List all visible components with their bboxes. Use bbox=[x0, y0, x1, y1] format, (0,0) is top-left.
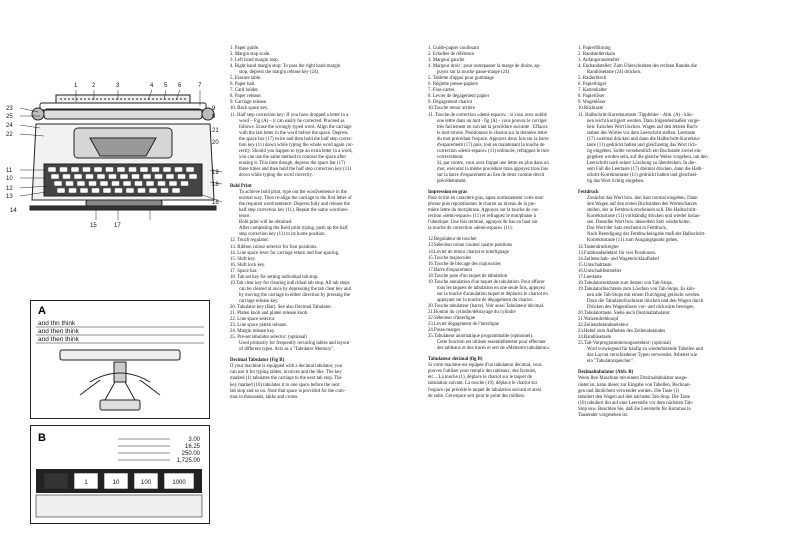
keyboard-key bbox=[115, 188, 123, 193]
text-line: 1. Paper guide. bbox=[230, 46, 260, 51]
callout-12: 12 bbox=[6, 186, 13, 192]
french-bold-text bbox=[428, 196, 588, 232]
keyboard-key bbox=[92, 188, 100, 193]
callout-8: 8 bbox=[212, 114, 216, 120]
text-line: 20. Tabulator key (Bar). See also Decimal Tabulator. bbox=[230, 304, 332, 310]
text-line: step correction key (11) to its home position. bbox=[239, 232, 326, 238]
text-line: 15.Umschalttaste bbox=[578, 262, 612, 268]
text-line: 10.Rücktaste bbox=[578, 106, 604, 112]
text-line: schritt-Korrekturtaste (11) gedrückt halten und gleichzei- bbox=[587, 172, 698, 178]
figure-b-value-1: 3.00 bbox=[188, 437, 200, 443]
text-line: sem Fall die Leertaste (17) dreimal drücken, dann die Halb- bbox=[587, 166, 703, 172]
text-line: can use it for typing tables, invoices and the like. The key bbox=[230, 370, 342, 376]
text-line: 22. Line space selector. bbox=[230, 317, 276, 323]
text-line: 25. Pre-set tabulator selector: (optional) bbox=[230, 335, 308, 341]
text-line: 11. Touche de correction «demi-espace» : si vous avez oublié bbox=[428, 112, 547, 118]
callout-24: 24 bbox=[6, 123, 13, 129]
keyboard-key bbox=[97, 174, 105, 179]
text-line: hen: Falsches Wort löschen. Wagen auf den letzten Buch- bbox=[587, 124, 699, 130]
callout-17: 17 bbox=[114, 223, 121, 229]
tab-key-1: 1 bbox=[84, 480, 88, 486]
callout-19: 19 bbox=[212, 170, 219, 176]
text-line: mot, exécutez la même procédure mais appuyez trois fois bbox=[437, 166, 549, 172]
keyboard-key bbox=[132, 174, 140, 179]
english-items-b bbox=[230, 238, 400, 353]
figure-b-value-4: 1,725.00 bbox=[176, 458, 200, 464]
text-line: Wenn Ihre Maschine mit einem Dezimaltabulator ausge- bbox=[578, 376, 688, 382]
text-line: 4. Margeur droit : pour outrepasser la marge de droite, ap- bbox=[428, 64, 541, 70]
text-line: sur la touche d'annulation taquet et déplacez le chariot en bbox=[437, 291, 548, 297]
text-line: 2. Randstellerskala bbox=[578, 52, 615, 58]
text-line: 21.Bouton du cylindre/débrayage du cylindre bbox=[428, 309, 516, 315]
keyboard-key bbox=[169, 181, 177, 186]
text-line: 20.Touche tabulateur (barre). Voir aussi Tabulateur décimal. bbox=[428, 303, 545, 309]
text-line: 1. Papierführung bbox=[578, 46, 611, 51]
text-line: Korrekturtaste (11) vollständig drücken und wieder loslas- bbox=[587, 214, 701, 220]
text-line: Nach Beendigung der Fettdruckeingabe muß der Halbschritt- bbox=[587, 232, 706, 238]
text-line: 19.Touche annulation d'un taquet de tabulation. Pour effacer bbox=[428, 279, 545, 285]
text-line: 18.Touche pose d'un taquet de tabulation bbox=[428, 273, 508, 279]
text-line: 5. Radierblech bbox=[578, 76, 607, 82]
text-line: 4. Endrandsteller: Zum Überschreiten des rechten Randes die bbox=[578, 64, 697, 70]
text-line: 13.Sélecteur ruban couleur quatre positions bbox=[428, 243, 513, 249]
text-line: 22.Zeilenabstandsselektor bbox=[578, 323, 629, 329]
text-line: erasing it. This time though, depress the space bar (17) bbox=[239, 160, 346, 166]
text-line: Pour écrire en caractère gras, tapez normalement votre mot/ bbox=[428, 196, 544, 202]
text-line: nen leicht korrigiert werden. Dazu folgendermaßen vorge- bbox=[587, 118, 701, 124]
text-line: das Layout verschiedener Typen verwendet. Arbeitet wie bbox=[587, 353, 698, 359]
text-line: marked (1) tabulates the carriage to the next tab stop. The bbox=[230, 376, 342, 382]
text-line: word – Fig (A) – it can easily be corrected. Proceed as bbox=[239, 118, 345, 124]
text-line: 19.Tabulatorlöschtaste zum Löschen von Tab-Stops. Es kön- bbox=[578, 286, 696, 292]
text-line: l'identique. Une fois terminé, appuyez de bas en haut sur bbox=[428, 220, 538, 226]
text-line: 2. Echelles de référence bbox=[428, 52, 475, 58]
text-line: tence. bbox=[239, 214, 251, 220]
text-line: 9. Dégagement chariot bbox=[428, 100, 472, 106]
text-line: 14.Levier de retour chariot et interlignage bbox=[428, 249, 509, 255]
text-line: 8. Papierlöser bbox=[578, 94, 605, 100]
text-line: 4. Right hand margin stop: To pass the right hand margin bbox=[230, 64, 341, 70]
text-line: 25.Tabulateur automatique programmable (optionnel). bbox=[428, 334, 534, 340]
text-line: 7. Kartenhalter bbox=[578, 88, 608, 94]
keyboard-key bbox=[178, 174, 186, 179]
text-line: stop, depress the margin release key (24). bbox=[239, 70, 320, 76]
text-line: pouvez l'utiliser pour remplir des tableaux, des factures, bbox=[428, 369, 537, 375]
text-line: tabulation suivant. La touche (10), déplace le chariot sur bbox=[428, 381, 538, 387]
text-line: three times and then hold the half step correction key (11) bbox=[239, 166, 351, 172]
text-line: gegeben worden sein, auf die gleiche Weise vorgehen, um den bbox=[587, 154, 708, 160]
keyboard-key bbox=[161, 188, 169, 193]
text-line: follows: Erase the wrongly typed word. Align the carriage bbox=[239, 124, 352, 130]
text-line: carriage release key. bbox=[239, 298, 279, 304]
keyboard-key bbox=[135, 181, 143, 186]
text-line: phrase puis repositionnez le chariot au niveau de la pre- bbox=[428, 202, 537, 208]
text-line: 6. Réglette presse-papiers bbox=[428, 82, 478, 88]
text-line: 21.Walzendrehknopf bbox=[578, 317, 619, 323]
keyboard-key bbox=[80, 188, 88, 193]
keyboard-key bbox=[86, 174, 94, 179]
figure-a-line-1: and thn think bbox=[38, 320, 76, 327]
text-line: 24. Margin release key. bbox=[230, 329, 276, 335]
keyboard-key bbox=[94, 167, 102, 172]
text-line: Dazu die Tabulatorlöschtaste drücken und den Wagen durch bbox=[587, 298, 704, 304]
text-line: Si, par contre, vous avez frappé une lettre en plus dans un bbox=[437, 160, 549, 166]
text-line: correction «demi-espace» (11) enfoncée, refrappez le mot bbox=[437, 148, 549, 154]
text-line: rection «demi-espace» (11) et refrappez le mot/phrase à bbox=[428, 214, 536, 220]
text-line: can be cleared at once by depressing the tab clear key and bbox=[239, 286, 352, 292]
typewriter-illustration bbox=[0, 72, 225, 272]
text-line: 6. Paper bail. bbox=[230, 82, 256, 88]
french-decimal-title: Tabulateur décimal (fig B) bbox=[428, 357, 483, 363]
keyboard-key bbox=[129, 167, 137, 172]
keyboard-key bbox=[126, 188, 134, 193]
keyboard-key bbox=[138, 188, 146, 193]
callout-9: 9 bbox=[212, 106, 216, 112]
text-line: 6. Papierbügel bbox=[578, 82, 606, 88]
text-line: 17.Leertaste bbox=[578, 274, 602, 280]
text-line: by moving the carriage in either direction by pressing the bbox=[239, 292, 350, 298]
callout-20: 20 bbox=[212, 140, 219, 146]
text-line: le mot erroné. Positionnez le chariot sur la dernière lettre bbox=[437, 130, 548, 136]
text-line: rüstet ist, kann dieser zur Eingabe von Tabellen, Rechnun- bbox=[578, 382, 692, 388]
text-line: de suite. Cet espace sert pour le point des milliers. bbox=[428, 393, 526, 399]
text-line: 8. Levier de dégagement papier bbox=[428, 94, 490, 100]
callout-11: 11 bbox=[6, 168, 13, 174]
tab-key-10: 10 bbox=[112, 480, 120, 486]
text-line: rectly. Should you happen to type an extra letter in a word, bbox=[239, 148, 353, 154]
text-line: 11. Half step correction key: If you have dropped a letter in a bbox=[230, 112, 349, 118]
text-line: 12.Tastendruckregler bbox=[578, 244, 619, 250]
text-line: with the last letter in the word before the space. Depress bbox=[239, 130, 348, 136]
text-line: Used primarily for frequently recurring tables and layout bbox=[239, 341, 350, 347]
keyboard-key bbox=[117, 167, 125, 172]
text-line: den Wagen auf den ersten Buchstaben des Wortes/Satzes bbox=[587, 202, 697, 208]
german-bold-text bbox=[578, 196, 750, 244]
text-line: 15.Touche majuscules bbox=[428, 255, 471, 261]
callout-14: 14 bbox=[10, 208, 17, 214]
text-line: 24.Randlösetaste bbox=[578, 335, 611, 341]
text-line: précédemment. bbox=[437, 179, 467, 185]
text-line: key marked (10) tabulates it to one space before the next bbox=[230, 382, 340, 388]
callout-1: 1 bbox=[74, 83, 78, 89]
keyboard-key bbox=[189, 174, 197, 179]
callout-3: 3 bbox=[116, 83, 120, 89]
text-line: tous les taquets de tabulation en une seule fois, appuyez bbox=[437, 285, 546, 291]
text-line: 16. Shift lock key. bbox=[230, 262, 266, 268]
english-decimal-title: Decimal Tabulator (Fig B) bbox=[230, 358, 285, 364]
english-bold-title: Bold Print bbox=[230, 184, 252, 190]
english-items-a bbox=[230, 46, 400, 179]
text-line: (10) tabuliert ihn auf eine Leerstelle vor dem nächsten Tab- bbox=[578, 400, 694, 406]
text-line: tabuliert den Wagen auf den nächsten Tab-Stop. Die Taste bbox=[578, 394, 691, 400]
text-line: des tableaux et des tracés et sert de «Mémoire tabulateur». bbox=[437, 346, 551, 352]
text-line: appuyant sur la touche de dégagement du chariot. bbox=[437, 297, 534, 303]
text-line: Zunächst das Wort bzw. den Satz normal eingeben. Dann bbox=[587, 196, 698, 202]
callout-10: 10 bbox=[6, 176, 13, 182]
keyboard-key bbox=[186, 167, 194, 172]
keyboard-key bbox=[175, 167, 183, 172]
text-line: 1. Guide-papier coulissant bbox=[428, 46, 479, 51]
keyboard-key bbox=[158, 181, 166, 186]
text-line: nen alle Tab-Stops mit einem Durchgang gelöscht werden. bbox=[587, 292, 701, 298]
text-line: Si votre machine est équipée d'un tabulateur décimal, vous bbox=[428, 363, 542, 369]
keyboard-key bbox=[120, 174, 128, 179]
keyboard-key bbox=[48, 167, 56, 172]
text-line: 14.Zeilenschalt- und Wagenrücklaufhebel bbox=[578, 256, 659, 262]
text-line: Wird vorwiegend für häufig zu wiederholende Tabellen und bbox=[587, 347, 703, 353]
keyboard-key bbox=[163, 167, 171, 172]
keyboard-key bbox=[89, 181, 97, 186]
text-line: sen. Dasselbe Wort bzw. denselben Satz wiederholen. bbox=[587, 220, 691, 226]
text-line: 5. Erasure table. bbox=[230, 76, 262, 82]
text-line: 3. Anfangsrandsteller bbox=[578, 58, 620, 64]
text-line: sur la barre d'espacement au lieu de deux comme décrit bbox=[437, 172, 545, 178]
text-line: 9. Carriage release. bbox=[230, 100, 268, 106]
text-line: down while typing the word correctly. bbox=[239, 172, 313, 178]
text-line: tab stop and so on. Note that space is provided for the com- bbox=[230, 388, 346, 394]
text-line: normal way. Then re-align the carriage to the first letter of bbox=[239, 196, 352, 202]
text-line: etc... La touche (1), déplace le chariot sur le taquet de bbox=[428, 375, 532, 381]
text-line: 14. Line space lever for carriage return and line spacing. bbox=[230, 250, 340, 256]
figure-b bbox=[30, 425, 210, 525]
keyboard-key bbox=[69, 188, 77, 193]
text-line: mière lettre du mot/phrase. Appuyez sur la touche de cor- bbox=[428, 208, 540, 214]
text-line: 2. Margin stop scale. bbox=[230, 52, 271, 58]
text-line: Cette fonction est utilisée essentiellement pour effectuer bbox=[437, 340, 546, 346]
text-line: gen und ähnlichem verwendet werden. Die Taste (1) bbox=[578, 388, 680, 394]
french-items-a bbox=[428, 46, 588, 185]
text-line: you can use the same method to conceal the space after bbox=[239, 154, 347, 160]
figure-a bbox=[30, 300, 210, 420]
text-line: 8. Paper release. bbox=[230, 94, 262, 100]
text-line: 25.Tab-Vorprogrammierungsselektor: (optional) bbox=[578, 341, 672, 347]
keyboard-key bbox=[140, 167, 148, 172]
figure-a-line-2: and then think bbox=[38, 328, 79, 335]
text-line: 3. Margeur gauche bbox=[428, 58, 465, 64]
text-line: 9. Wagenlöser bbox=[578, 100, 606, 106]
english-decimal-text bbox=[230, 364, 400, 400]
text-line: 13.Farbbandselektor für vier Positionen. bbox=[578, 250, 657, 256]
text-line: Stop usw. Beachten Sie, daß die Leerstelle für Kommas in bbox=[578, 406, 691, 412]
text-line: ein "Tabulatorspeicher". bbox=[587, 359, 634, 365]
callout-23: 23 bbox=[6, 106, 13, 112]
figure-b-value-3: 250.00 bbox=[181, 451, 200, 457]
text-line: correctement. bbox=[437, 154, 464, 160]
german-decimal-title: Dezimaltabulator (Abb. B) bbox=[578, 370, 634, 376]
text-line: 10. Back space key. bbox=[230, 106, 269, 112]
callout-22: 22 bbox=[6, 132, 13, 138]
text-line: 16.Touche de blocage des majuscules bbox=[428, 261, 501, 267]
text-line: 18. Tab set key for setting individual tab stop. bbox=[230, 274, 319, 280]
keyboard-key bbox=[149, 188, 157, 193]
keyboard-key bbox=[181, 181, 189, 186]
text-line: 3. Left hand margin stop. bbox=[230, 58, 279, 64]
callout-13: 13 bbox=[6, 194, 13, 200]
callout-2: 2 bbox=[92, 83, 96, 89]
text-line: Korrekturtaste (11) zum Ausgangspunkt gehen. bbox=[587, 238, 679, 244]
keyboard-key bbox=[123, 181, 131, 186]
german-items-b bbox=[578, 245, 750, 366]
text-line: of different types. Acts as a "Tabulator Memory". bbox=[239, 347, 335, 353]
keyboard-key bbox=[100, 181, 108, 186]
keyboard-key bbox=[103, 188, 111, 193]
text-line: 10.Touche retour arrière bbox=[428, 106, 475, 112]
callout-5: 5 bbox=[164, 83, 168, 89]
text-line: 16.Umschaltfeststeller bbox=[578, 268, 622, 274]
keyboard-key bbox=[57, 188, 65, 193]
keyboard-key bbox=[66, 181, 74, 186]
text-line: 21. Platen knob and platen release knob. bbox=[230, 311, 309, 317]
text-line: Leerschritt nach seiner Löschung zu überdecken. In die- bbox=[587, 160, 696, 166]
callout-25: 25 bbox=[6, 114, 13, 120]
figure-b-label: B bbox=[38, 432, 46, 444]
figure-a-line-3: and then think bbox=[38, 336, 79, 343]
keyboard-key bbox=[155, 174, 163, 179]
text-line: 22.Sélecteur d'interligne bbox=[428, 316, 476, 322]
text-line: half step correction key (11). Repeat the same word/sen- bbox=[239, 208, 349, 214]
text-line: staben des Wortes vor dem Leerschritt stellen. Leertaste bbox=[587, 130, 696, 136]
text-line: très facilement en suivant la procédure suivante : Effacez bbox=[437, 124, 548, 130]
text-line: l'espace qui précède le taquet de tabulation suivant et ainsi bbox=[428, 387, 542, 393]
keyboard-key bbox=[112, 181, 120, 186]
keyboard-key bbox=[146, 181, 154, 186]
callout-16: 16 bbox=[212, 200, 219, 206]
figure-a-label: A bbox=[38, 305, 46, 317]
text-line: la touche de correction «demi-espace» (11). bbox=[428, 226, 513, 232]
french-column bbox=[428, 46, 588, 400]
keyboard-key bbox=[109, 174, 117, 179]
text-line: After completing the Bold print typing, push up the half bbox=[239, 226, 348, 232]
callout-4: 4 bbox=[150, 83, 154, 89]
german-decimal-text bbox=[578, 376, 750, 418]
text-line: tig das Wort richtig eingeben. bbox=[587, 179, 645, 185]
text-line: 7. Fixe-cartes bbox=[428, 88, 455, 94]
text-line: stellen, der in Fettdruck erscheinen soll. Die Halbschritt- bbox=[587, 208, 697, 214]
english-column bbox=[230, 46, 400, 401]
text-line: Randlösetaste (24) drücken. bbox=[587, 70, 642, 76]
german-bold-title: Fettdruck bbox=[578, 190, 599, 196]
text-line: 13. Ribbon colour selector for four positions. bbox=[230, 244, 318, 250]
text-line: Bold print will be obtained. bbox=[239, 220, 293, 226]
keyboard-key bbox=[71, 167, 79, 172]
text-line: Tausender vorgesehen ist. bbox=[578, 412, 629, 418]
text-line: 24.Passe-marges bbox=[428, 328, 461, 334]
callout-6: 6 bbox=[178, 83, 182, 89]
text-line: tion key (11) down while typing the whole word again cor- bbox=[239, 142, 354, 148]
keyboard-key bbox=[166, 174, 174, 179]
french-items-b bbox=[428, 237, 588, 352]
keyboard-key bbox=[152, 167, 160, 172]
keyboard-key bbox=[172, 188, 180, 193]
german-column bbox=[578, 46, 750, 419]
keyboard-key bbox=[63, 174, 71, 179]
text-line: 17. Space bar. bbox=[230, 268, 258, 274]
german-items-a bbox=[578, 46, 750, 185]
text-line: d'espacement (17) puis, tout en maintenant la touche de bbox=[437, 142, 545, 148]
text-line: du mot précédant l'espace. Appuyez deux fois sur la barre bbox=[437, 136, 549, 142]
french-bold-title: Impression en gras bbox=[428, 190, 468, 196]
keyboard-key bbox=[54, 181, 62, 186]
text-line: 20.Tabulatortaste. Siehe auch Dezimaltabulator. bbox=[578, 311, 671, 317]
keyboard-key bbox=[60, 167, 68, 172]
text-line: 12.Régulateur de toucher bbox=[428, 237, 477, 243]
keyboard-key bbox=[106, 167, 114, 172]
text-line: 23.Levier dégagement de l'interligne bbox=[428, 322, 500, 328]
text-line: To achieve bold print, type out the word/sentence in the bbox=[239, 190, 347, 196]
french-decimal-text bbox=[428, 363, 588, 399]
figure-b-value-2: 16.25 bbox=[184, 444, 200, 450]
keyboard-key bbox=[83, 167, 91, 172]
text-line: taste (11) gedrückt halten und gleichzeitig das Wort rich- bbox=[587, 142, 698, 148]
text-line: 7. Card holder. bbox=[230, 88, 259, 94]
text-line: puyez sur la touche passe-marge (24) bbox=[437, 70, 510, 76]
text-line: Drücken des Wagenlösers vor- und rückwärts bewegen. bbox=[587, 304, 695, 310]
text-line: 23.Hebel zum Aufheben des Zeilenabstandes bbox=[578, 329, 666, 335]
callout-18: 18 bbox=[212, 182, 219, 188]
text-line: the required word/sentence. Depress fully and release the bbox=[239, 202, 350, 208]
text-line: Das Wort/der Satz erscheint in Fettdruck. bbox=[587, 226, 667, 232]
text-line: 17.Barre d'espacement bbox=[428, 267, 472, 273]
text-line: 18.Tabulatorsetztaste zum Setzen von Tab-Stops. bbox=[578, 280, 674, 286]
text-line: 23. Line space platen release. bbox=[230, 323, 288, 329]
text-line: (17) zweimal drücken und dann die Halbschritt-Korrektur- bbox=[587, 136, 701, 142]
text-line: the space bar (17) twice and then hold the half step correc- bbox=[239, 136, 353, 142]
english-bold-text bbox=[230, 190, 400, 238]
text-line: tig eingeben. Sollte versehentlich ein Buchstabe zuviel ein- bbox=[587, 148, 702, 154]
text-line: mas in thousands, lakhs and crores. bbox=[230, 394, 299, 400]
keyboard-key bbox=[143, 174, 151, 179]
keyboard-key bbox=[77, 181, 85, 186]
text-line: 15. Shift key. bbox=[230, 256, 256, 262]
tab-key-100: 100 bbox=[140, 480, 152, 486]
keyboard-key bbox=[51, 174, 59, 179]
text-line: If your machine is equipped with a decimal tabulator, you bbox=[230, 364, 342, 370]
text-line: 5. Tablette d'appui pour gommage bbox=[428, 76, 494, 82]
text-line: 19.Tab clear key for clearing individual tab stop. All tab stops bbox=[230, 280, 350, 286]
tab-key-1000: 1000 bbox=[172, 480, 186, 486]
text-line: une lettre dans un mot - fig (A) - vous pouvez le corriger bbox=[437, 118, 548, 124]
keyboard-key bbox=[74, 174, 82, 179]
callout-21: 21 bbox=[212, 128, 219, 134]
callout-7: 7 bbox=[198, 83, 202, 89]
text-line: 12. Touch regulator. bbox=[230, 238, 269, 244]
callout-15: 15 bbox=[90, 223, 97, 229]
text-line: 11. Halbschritt-Korrekturtaste: Tippfehler - Abb. (A) - kön- bbox=[578, 112, 694, 118]
